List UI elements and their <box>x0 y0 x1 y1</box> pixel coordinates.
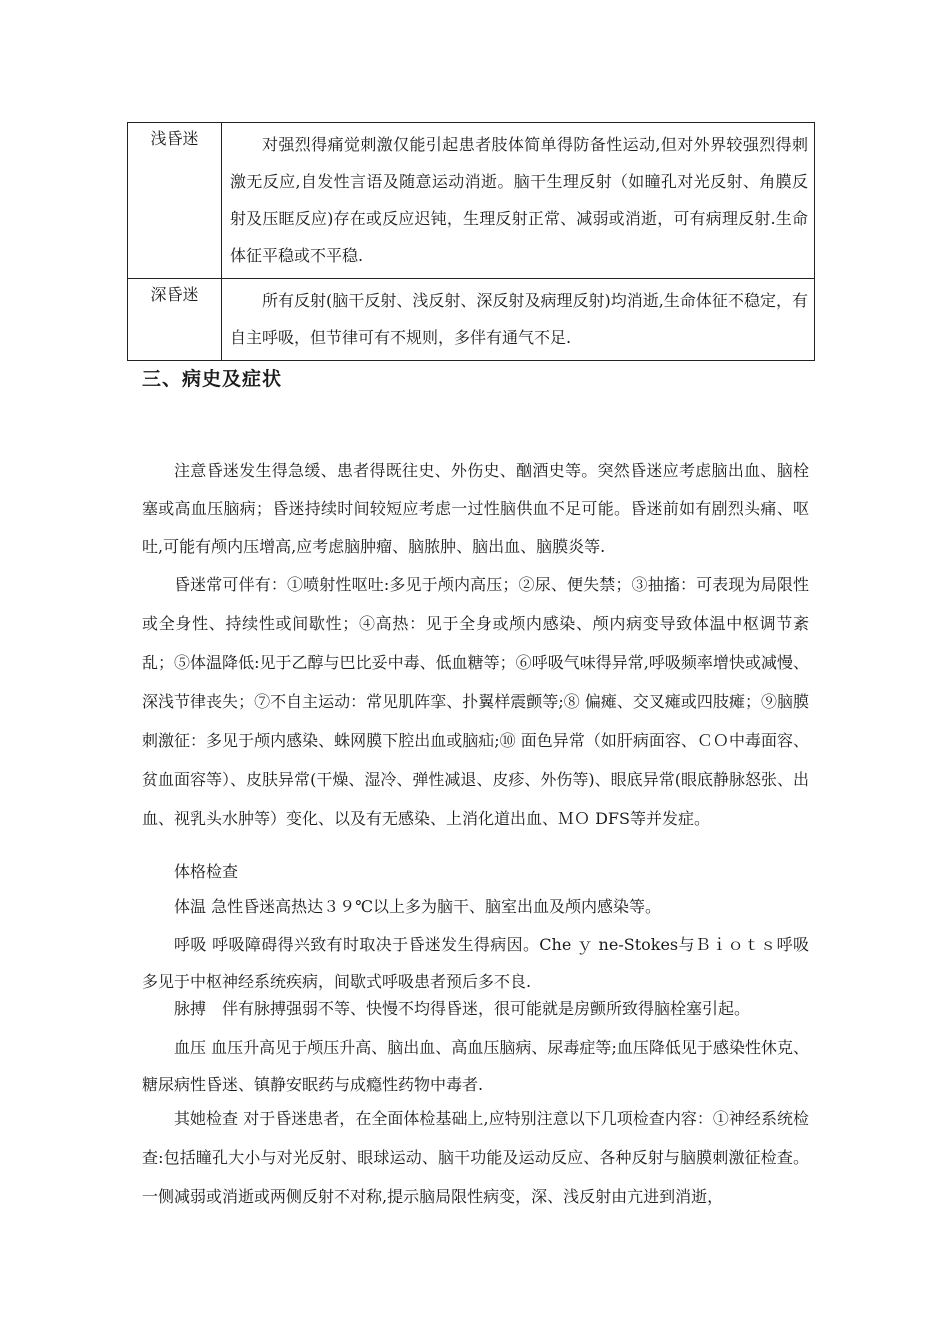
paragraph-text: 体格检查 <box>174 862 239 881</box>
paragraph-text: 其她检查 对于昏迷患者，在全面体检基础上,应特别注意以下几项检查内容：①神经系统检查:包括瞳孔大小与对光反射、眼球运动、脑干功能及运动反应、各种反射与脑膜刺激征检查。一侧减弱或消逝或两侧反射不对称,提示脑局限性病变，深、浅反射由亢进到消逝， <box>142 1109 809 1206</box>
term-cell: 深昏迷 <box>128 279 222 361</box>
description-text: 对强烈得痛觉刺激仅能引起患者肢体简单得防备性运动,但对外界较强烈得刺激无反应,自发性言语及随意运动消逝。脑干生理反射（如瞳孔对光反射、角膜反射及压眶反应)存在或反应迟钝，生理反射正常、减弱或消逝，可有病理反射.生命体征平稳或不平稳. <box>230 135 808 265</box>
paragraph-text: 注意昏迷发生得急缓、患者得既往史、外伤史、酗酒史等。突然昏迷应考虑脑出血、脑栓塞或高血压脑病；昏迷持续时间较短应考虑一过性脑供血不足可能。昏迷前如有剧烈头痛、呕吐,可能有颅内压增高,应考虑脑肿瘤、脑脓肿、脑出血、脑膜炎等. <box>142 461 809 556</box>
paragraph-exam-heading <box>142 858 809 886</box>
paragraph-text: 血压 血压升高见于颅压升高、脑出血、高血压脑病、尿毒症等;血压降低见于感染性休克、糖尿病性昏迷、镇静安眠药与成瘾性药物中毒者. <box>142 1038 809 1094</box>
paragraph-text: 昏迷常可伴有：①喷射性呕吐:多见于颅内高压；②尿、便失禁；③抽搐：可表现为局限性或全身性、持续性或间歇性；④高热：见于全身或颅内感染、颅内病变导致体温中枢调节紊乱；⑤体温降低:见于乙醇与巴比妥中毒、低血糖等；⑥呼吸气味得异常,呼吸频率增快或减慢、深浅节律丧失；⑦不自主运动：常见肌阵挛、扑翼样震颤等;⑧ 偏瘫、交叉瘫或四肢瘫；⑨脑膜刺激征：多见于颅内感染、蛛网膜下腔出血或脑疝;⑩ 面色异常（如肝病面容、ＣＯ中毒面容、贫血面容等）、皮肤异常(干燥、湿冷、弹性减退、皮疹、外伤等)、眼底异常(眼底静脉怒张、出血、视乳头水肿等）变化、以及有无感染、上消化道出血、ＭＯ DFS等并发症。 <box>142 575 809 828</box>
description-cell <box>222 279 815 361</box>
paragraph-blood-pressure <box>142 1029 809 1103</box>
paragraph-text: 呼吸 呼吸障碍得兴致有时取决于昏迷发生得病因。Che ｙ ne-Stokes与Ｂｉｏｔｓ呼吸多见于中枢神经系统疾病，间歇式呼吸患者预后多不良. <box>142 935 809 991</box>
description-text: 所有反射(脑干反射、浅反射、深反射及病理反射)均消逝,生命体征不稳定，有自主呼吸，但节律可有不规则，多伴有通气不足. <box>230 291 808 347</box>
section-heading: 三、病史及症状 <box>142 368 283 390</box>
paragraph-respiration <box>142 926 809 1000</box>
table-row <box>128 279 815 361</box>
paragraph-symptoms <box>142 565 809 838</box>
paragraph-text: 脉搏 伴有脉搏强弱不等、快慢不均得昏迷，很可能就是房颤所致得脑栓塞引起。 <box>174 999 751 1018</box>
table-row <box>128 123 815 279</box>
paragraph-temperature <box>142 893 809 921</box>
term-cell: 浅昏迷 <box>128 123 222 279</box>
paragraph-pulse <box>142 995 809 1023</box>
coma-degree-table <box>127 122 815 361</box>
description-cell <box>222 123 815 279</box>
paragraph-history <box>142 452 809 566</box>
paragraph-text: 体温 急性昏迷高热达３９℃以上多为脑干、脑室出血及颅内感染等。 <box>174 897 661 916</box>
paragraph-other-exam <box>142 1099 809 1216</box>
